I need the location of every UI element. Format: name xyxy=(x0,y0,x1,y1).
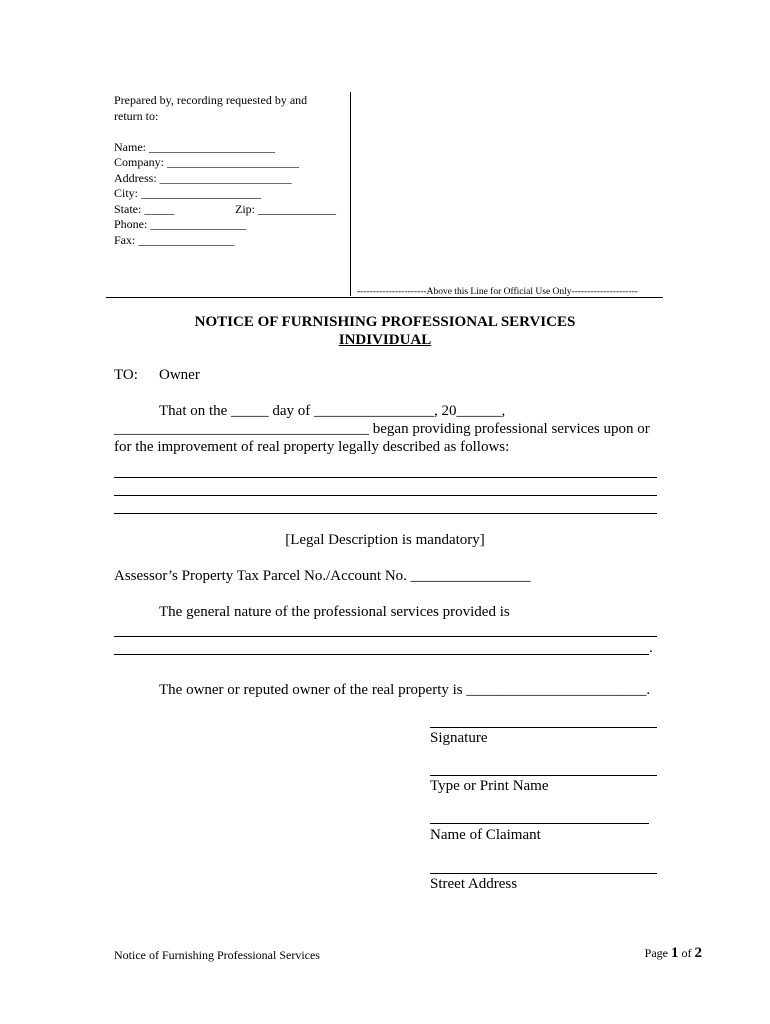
print-name-label: Type or Print Name xyxy=(430,778,549,794)
legal-description-note: [Legal Description is mandatory] xyxy=(285,532,485,548)
nature-line: The general nature of the professional services provided is xyxy=(159,604,510,620)
city-field: City: ____________________ xyxy=(114,186,262,200)
street-address-blank xyxy=(430,873,657,874)
footer-title: Notice of Furnishing Professional Services xyxy=(114,948,320,962)
state-field: State: _____ xyxy=(114,201,175,216)
page-label: Page xyxy=(644,946,668,960)
official-use-line: ----------------------Above this Line for Official Use Only--------------------- xyxy=(357,287,638,297)
parcel-line: Assessor’s Property Tax Parcel No./Account No. ________________ xyxy=(114,568,531,584)
legal-description-blank-3 xyxy=(114,513,657,514)
page-total: 2 xyxy=(694,945,702,961)
nature-blank-1 xyxy=(114,636,657,637)
phone-field: Phone: ________________ xyxy=(114,217,247,231)
to-label: TO: xyxy=(114,367,138,383)
prepared-by-text: Prepared by, recording requested by and xyxy=(114,93,308,107)
claimant-name-label: Name of Claimant xyxy=(430,827,541,843)
document-subtitle: INDIVIDUAL xyxy=(338,332,432,348)
date-line: That on the _____ day of ________________, 20______, xyxy=(159,403,506,419)
name-field: Name: _____________________ xyxy=(114,139,275,154)
return-to-text: return to: xyxy=(114,108,159,123)
improvement-line: for the improvement of real property legally described as follows: xyxy=(114,439,510,455)
page-number xyxy=(645,945,702,962)
street-address-label: Street Address xyxy=(430,876,518,892)
recording-box-divider xyxy=(350,92,351,296)
official-use-rule xyxy=(106,297,663,298)
print-name-blank xyxy=(430,775,657,776)
legal-description-blank-1 xyxy=(114,477,657,478)
fax-field: Fax: ________________ xyxy=(114,232,235,247)
legal-description-blank-2 xyxy=(114,495,657,496)
began-line: __________________________________ began providing professional services upon or xyxy=(114,421,650,437)
page-of: of xyxy=(681,946,692,960)
nature-blank-2 xyxy=(114,654,649,655)
nature-period: . xyxy=(649,640,653,656)
to-value: Owner xyxy=(159,367,200,383)
signature-blank xyxy=(430,727,657,728)
recording-box xyxy=(114,93,348,248)
signature-label: Signature xyxy=(430,730,488,746)
owner-line: The owner or reputed owner of the real property is ________________________. xyxy=(159,682,651,698)
company-field: Company: ______________________ xyxy=(114,155,299,169)
page-current: 1 xyxy=(671,945,679,961)
zip-field: Zip: _____________ xyxy=(235,201,336,216)
claimant-name-blank xyxy=(430,823,649,824)
address-field: Address: ______________________ xyxy=(114,170,292,185)
document-title: NOTICE OF FURNISHING PROFESSIONAL SERVICES xyxy=(194,314,576,330)
